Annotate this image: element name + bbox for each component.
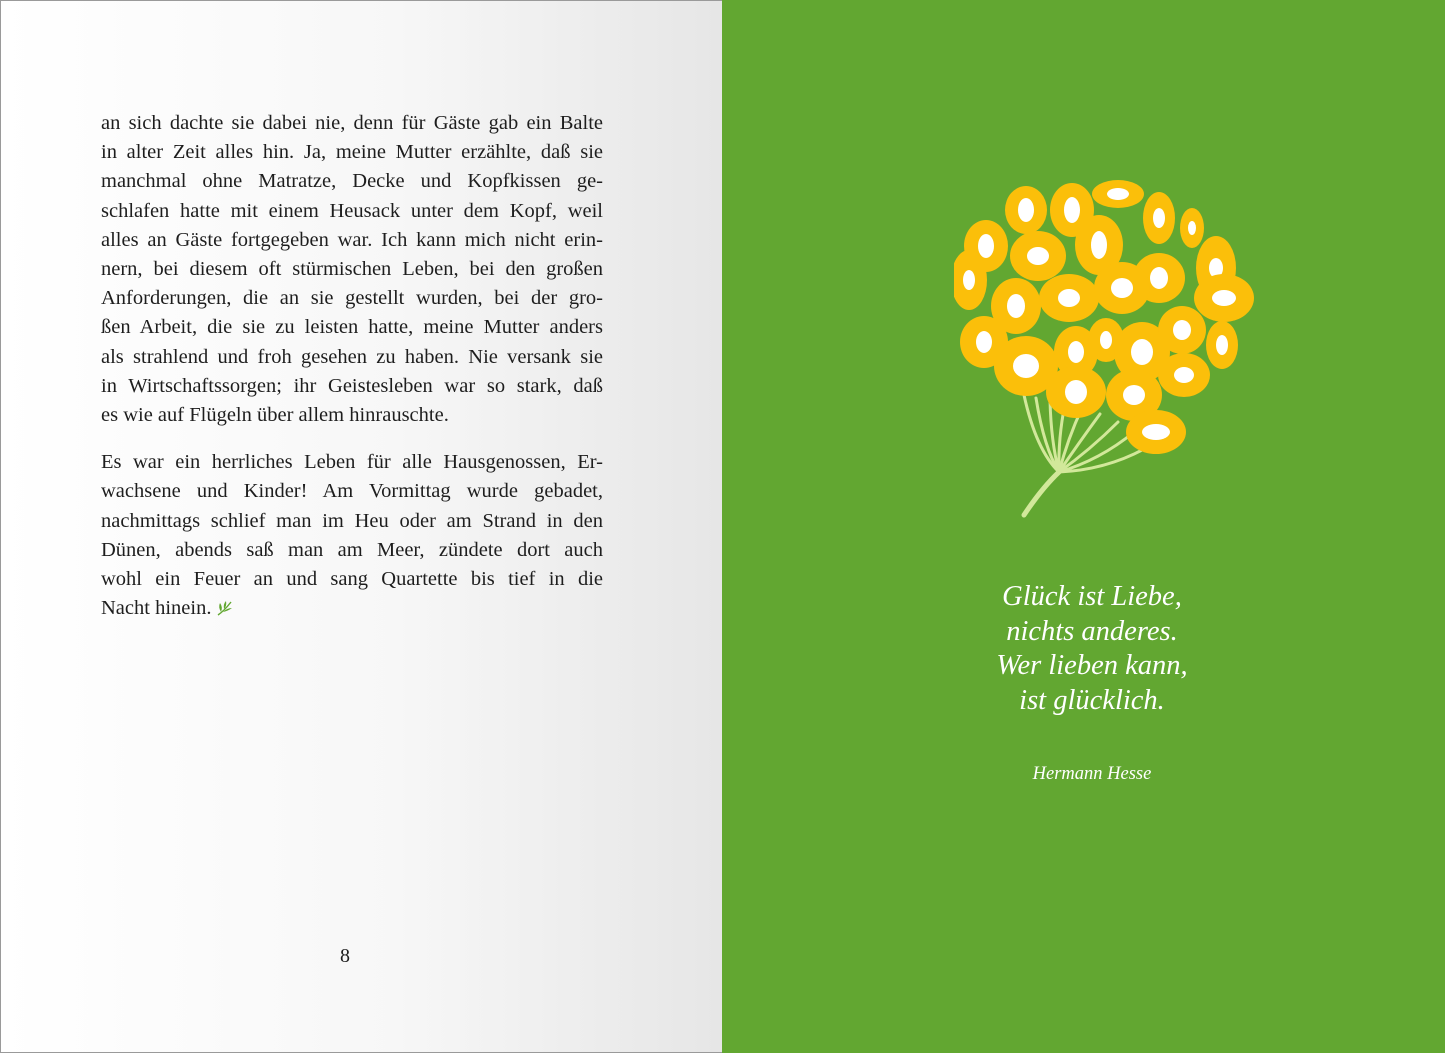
- text-line: an sich dachte sie dabei nie, denn für Gäste gab ein Balte: [101, 112, 603, 134]
- text-line: schlafen hatte mit einem Heusack unter dem Kopf, weil: [101, 199, 603, 222]
- page-number: 8: [340, 945, 350, 967]
- paragraph-1: [101, 109, 603, 430]
- text-line: ßen Arbeit, die sie zu leisten hatte, meine Mutter anders: [101, 316, 603, 339]
- quote: [912, 580, 1272, 718]
- text-line: Dünen, abends saß man am Meer, zündete dort auch: [101, 538, 603, 561]
- text-line: als strahlend und froh gesehen zu haben. Nie versank sie: [101, 345, 603, 368]
- flower-head: [954, 180, 1254, 454]
- text-line: wachsene und Kinder! Am Vormittag wurde gebadet,: [101, 480, 603, 503]
- text-line-last: [101, 594, 603, 623]
- text-line-content: Nacht hinein.: [101, 597, 212, 620]
- body-text: [101, 109, 603, 641]
- quote-line: nichts anderes.: [1006, 615, 1178, 647]
- text-line: es wie auf Flügeln über allem hinrauschte.: [101, 404, 449, 427]
- text-line: Anforderungen, die an sie gestellt wurden, bei der gro-: [101, 287, 603, 310]
- dandelion-flower-icon: [954, 170, 1284, 530]
- quote-author: Hermann Hesse: [1032, 764, 1152, 784]
- text-line: nachmittags schlief man im Heu oder am Strand in den: [101, 509, 603, 532]
- quote-line: Wer lieben kann,: [996, 650, 1188, 681]
- text-line: alles an Gäste fortgegeben war. Ich kann mich nicht erin-: [101, 228, 603, 251]
- text-line: in alter Zeit alles hin. Ja, meine Mutter erzählte, daß sie: [101, 141, 603, 164]
- text-line: wohl ein Feuer an und sang Quartette bis tief in die: [101, 568, 603, 591]
- leaf-icon: [215, 599, 235, 617]
- quote-line: ist glücklich.: [1019, 684, 1165, 716]
- text-line: in Wirtschaftssorgen; ihr Geistesleben war so stark, daß: [101, 374, 603, 397]
- text-line: manchmal ohne Matratze, Decke und Kopfkissen ge-: [101, 170, 603, 193]
- left-page: [0, 0, 722, 1053]
- text-line: nern, bei diesem oft stürmischen Leben, bei den großen: [101, 258, 603, 281]
- text-line: Es war ein herrliches Leben für alle Hausgenossen, Er-: [101, 451, 603, 474]
- paragraph-2: [101, 448, 603, 623]
- quote-line: Glück ist Liebe,: [1002, 581, 1182, 612]
- right-page: [722, 0, 1445, 1053]
